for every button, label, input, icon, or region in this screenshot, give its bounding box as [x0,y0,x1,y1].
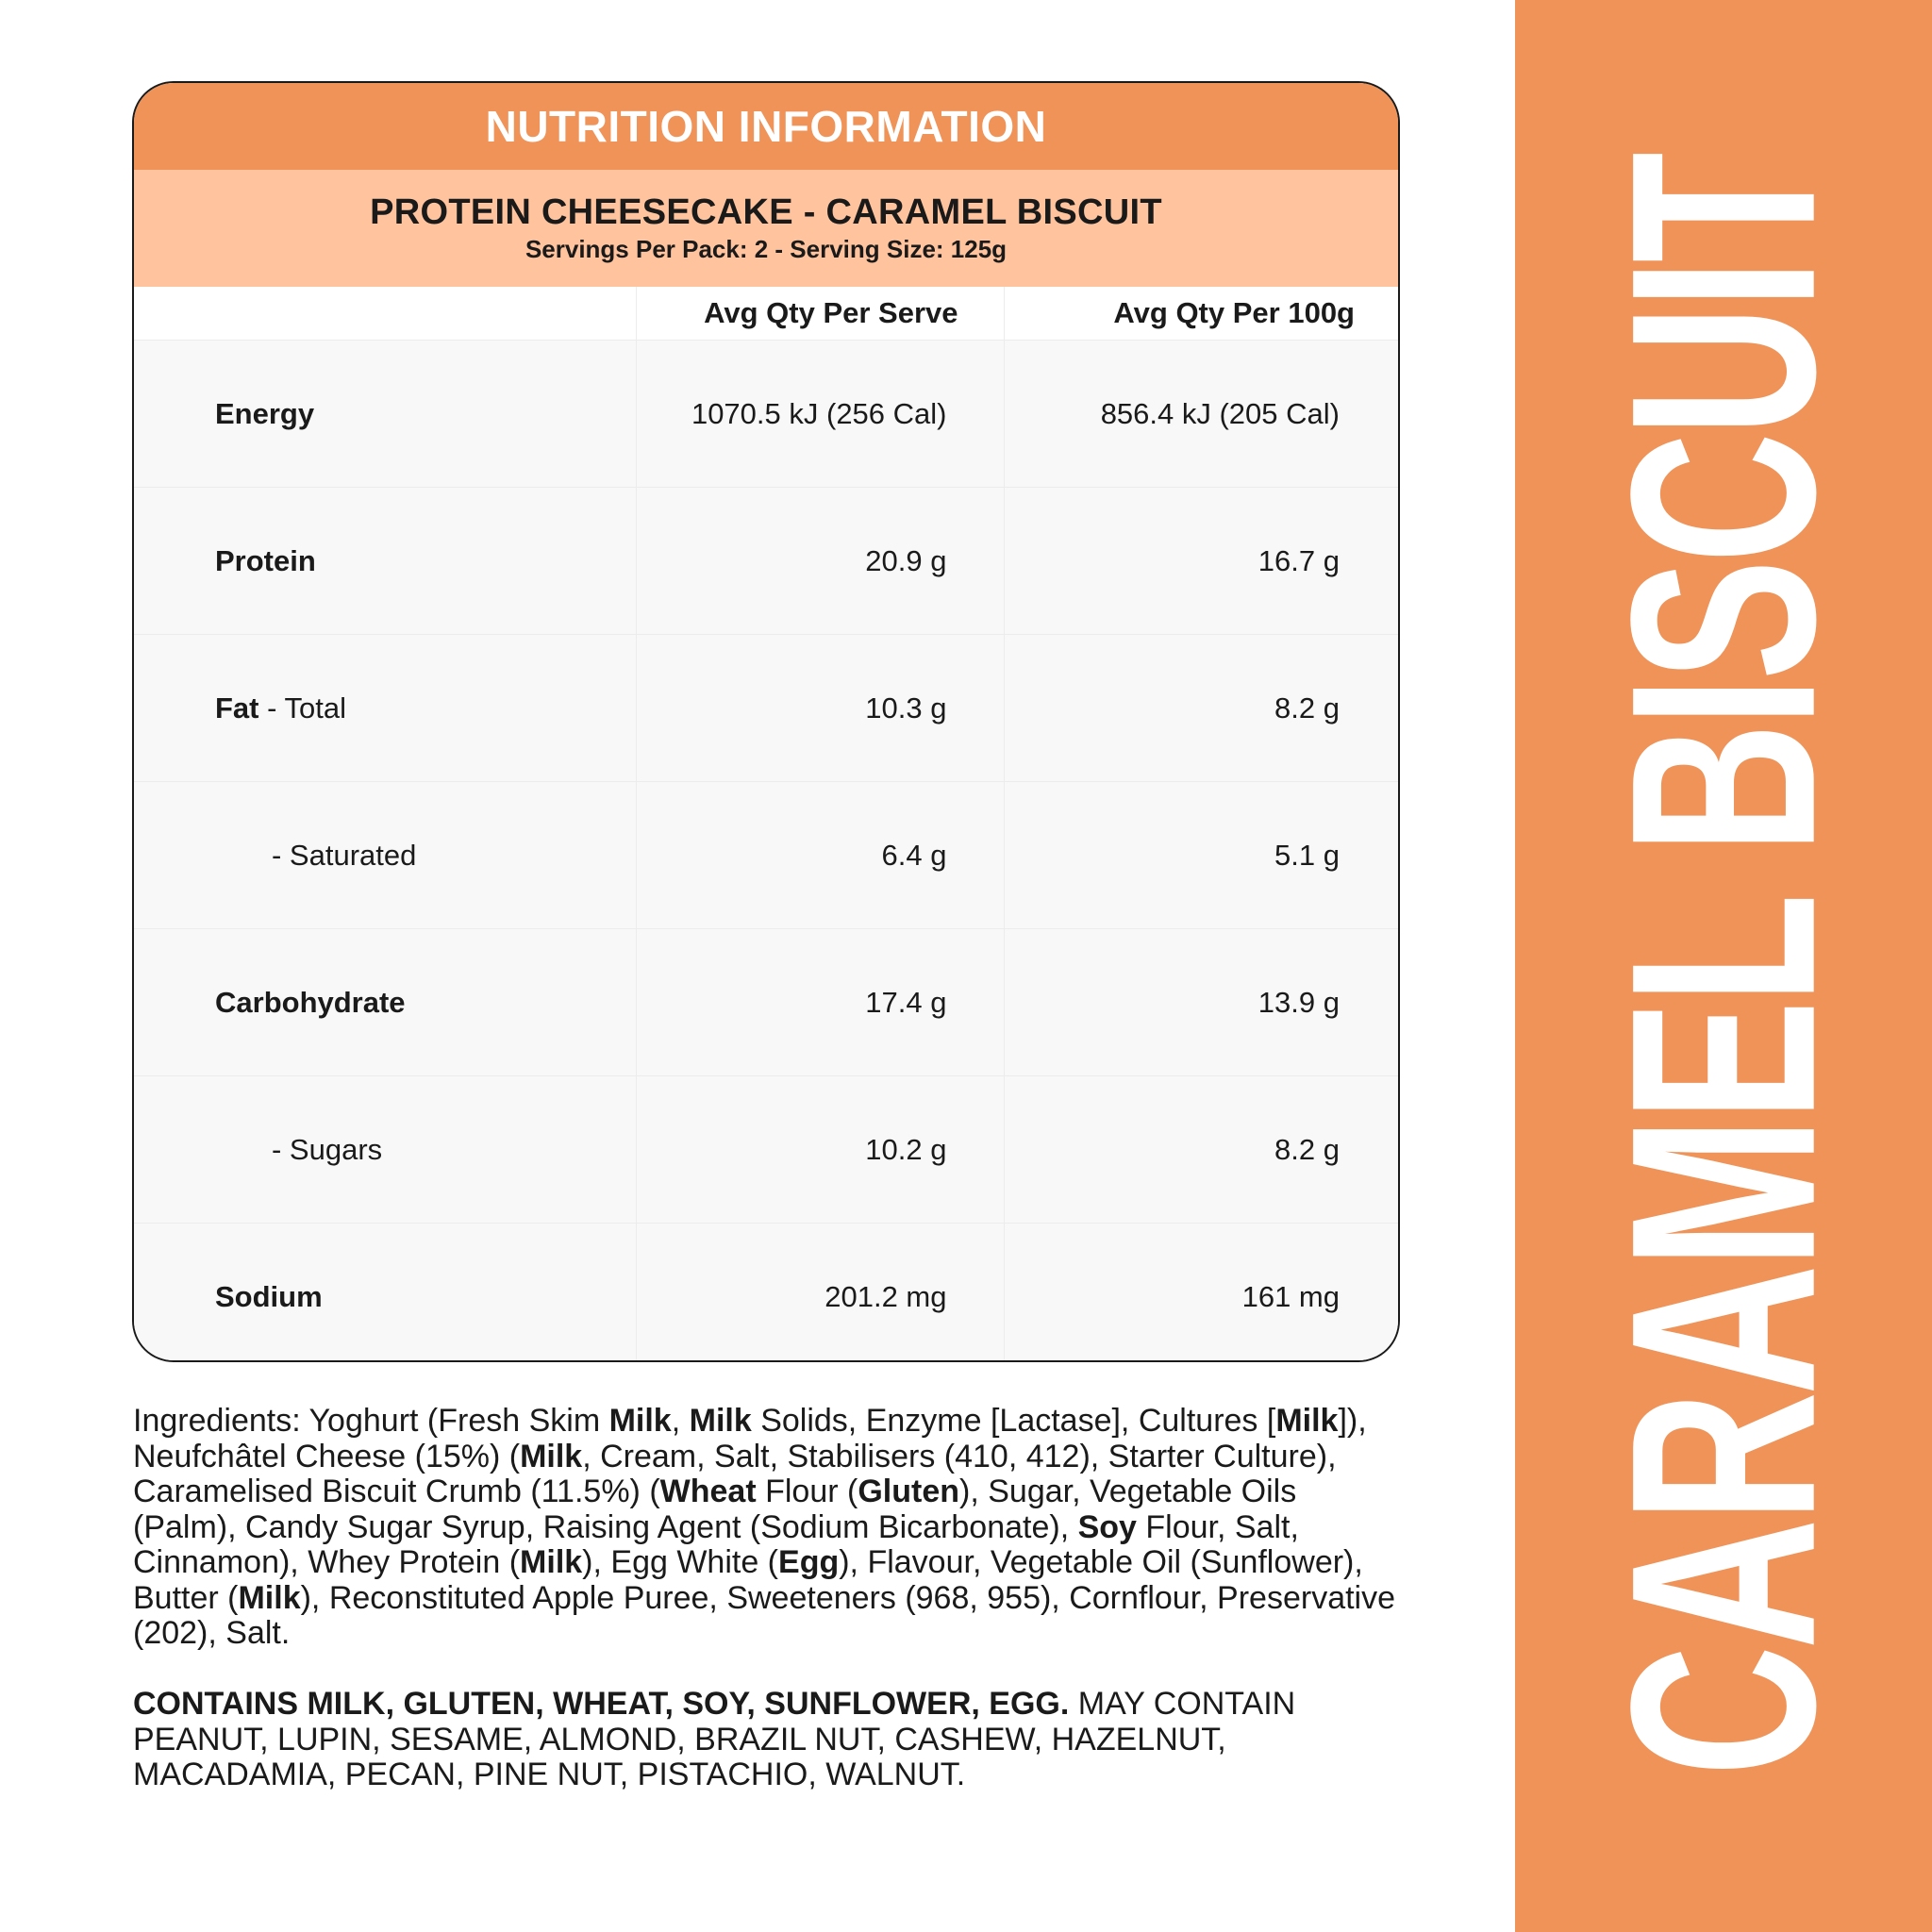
ingredient-allergen: Wheat [659,1474,757,1509]
allergen-statement [133,1687,1397,1793]
value-per-serve: 10.3 g [636,635,1004,782]
table-header-row [134,287,1400,341]
value-per-100g: 8.2 g [1004,635,1400,782]
ingredient-segment: ), Sugar, Vegetable Oils (Palm), Candy Sugar Syrup, Raising Agent (Sodium Bicarbonate), [133,1474,1297,1545]
ingredient-segment: ), Reconstituted Apple Puree, Sweeteners (968, 955), Cornflour, Preservative (202), Salt. [133,1579,1396,1651]
ingredient-segment: ]), Neufchâtel Cheese (15%) ( [133,1403,1367,1474]
table-row [134,488,1400,635]
ingredient-allergen: Milk [520,1438,583,1474]
nutrient-label-cell [134,635,636,782]
header-per-serve: Avg Qty Per Serve [636,287,1004,341]
ingredient-allergen: Gluten [858,1474,960,1509]
header-nutrient [134,287,636,341]
nutrient-label: Energy [134,341,636,488]
value-per-100g: 161 mg [1004,1224,1400,1363]
nutrition-panel [132,81,1400,1362]
ingredient-allergen: Milk [520,1544,583,1580]
table-row [134,341,1400,488]
table-row [134,929,1400,1076]
nutrient-label: - Saturated [134,782,636,929]
value-per-100g: 5.1 g [1004,782,1400,929]
ingredient-segment: ), Egg White ( [582,1544,779,1580]
ingredient-allergen: Milk [1275,1403,1339,1439]
value-per-serve: 20.9 g [636,488,1004,635]
nutrient-label: Carbohydrate [134,929,636,1076]
ingredient-allergen: Milk [689,1403,752,1439]
allergen-may-contain: MAY CONTAIN PEANUT, LUPIN, SESAME, ALMOND, BRAZIL NUT, CASHEW, HAZELNUT, MACADAMIA, PECAN, PINE NUT, PISTACHIO, WALNUT. [133,1686,1296,1792]
nutrient-label: Protein [134,488,636,635]
value-per-serve: 10.2 g [636,1076,1004,1224]
ingredient-allergen: Milk [238,1579,301,1616]
allergen-contains: CONTAINS MILK, GLUTEN, WHEAT, SOY, SUNFLOWER, EGG. [133,1686,1070,1722]
nutrient-label: Sodium [134,1224,636,1363]
value-per-serve: 201.2 mg [636,1224,1004,1363]
ingredient-segment: Flour, Salt, Cinnamon), Whey Protein ( [133,1508,1299,1580]
panel-title: NUTRITION INFORMATION [134,83,1398,170]
value-per-100g: 13.9 g [1004,929,1400,1076]
nutrient-label-suffix: - Total [258,691,346,724]
product-name: PROTEIN CHEESECAKE - CARAMEL BISCUIT [370,192,1162,232]
value-per-100g: 16.7 g [1004,488,1400,635]
ingredient-segment: Solids, Enzyme [Lactase], Cultures [ [751,1403,1276,1439]
product-band [134,170,1398,287]
table-row [134,1076,1400,1224]
nutrient-label: Fat [215,691,259,724]
ingredient-segment: ), Flavour, Vegetable Oil (Sunflower), Butter ( [133,1544,1363,1616]
value-per-serve: 1070.5 kJ (256 Cal) [636,341,1004,488]
table-row [134,1224,1400,1363]
ingredient-segment: Ingredients: Yoghurt (Fresh Skim [133,1403,609,1439]
serving-info: Servings Per Pack: 2 - Serving Size: 125g [525,235,1008,263]
nutrition-table [134,287,1400,1362]
side-band-flavour-text: CARAMEL BISCUIT [1575,156,1871,1776]
ingredient-segment: Flour ( [756,1474,858,1509]
nutrient-label: - Sugars [134,1076,636,1224]
value-per-100g: 856.4 kJ (205 Cal) [1004,341,1400,488]
ingredients-text [133,1404,1397,1652]
ingredient-allergen: Soy [1077,1508,1137,1545]
table-row [134,635,1400,782]
value-per-100g: 8.2 g [1004,1076,1400,1224]
header-per-100g: Avg Qty Per 100g [1004,287,1400,341]
value-per-serve: 6.4 g [636,782,1004,929]
table-row [134,782,1400,929]
ingredient-allergen: Egg [778,1544,840,1580]
ingredient-segment: , Cream, Salt, Stabilisers (410, 412), Starter Culture), Caramelised Biscuit Crumb (11.5%) ( [133,1438,1337,1509]
ingredient-allergen: Milk [608,1403,672,1439]
value-per-serve: 17.4 g [636,929,1004,1076]
ingredient-segment: , [671,1403,690,1439]
